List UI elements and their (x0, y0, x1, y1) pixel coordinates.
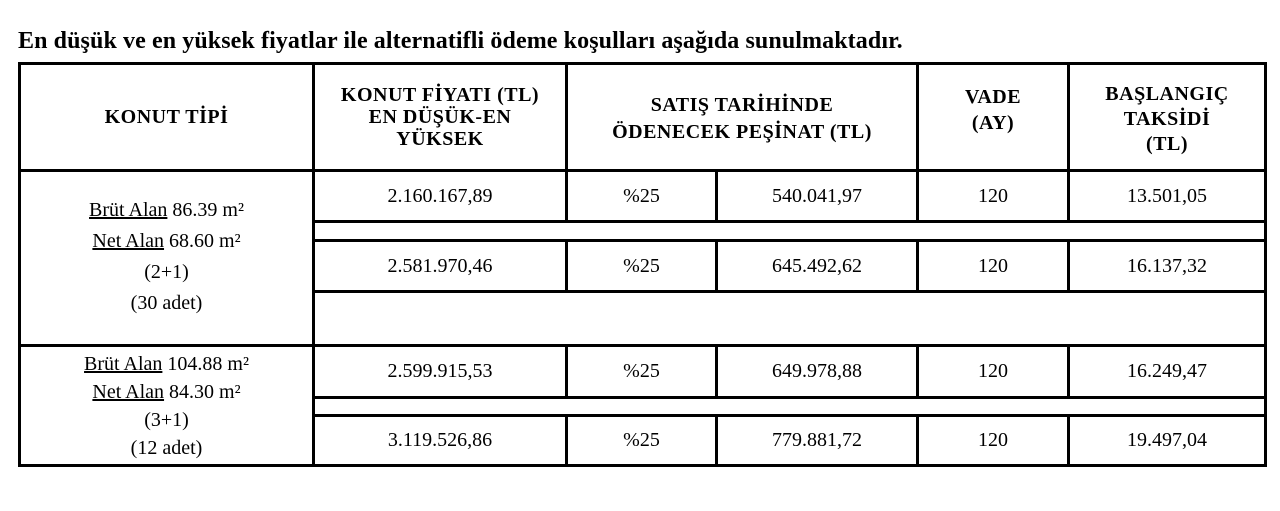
unit-count: (30 adet) (130, 292, 203, 314)
net-alan-label: Net Alan (92, 230, 165, 252)
pesinat-cell: 649.978,88 (772, 360, 862, 382)
header-pesinat (568, 69, 916, 169)
vade-cell: 120 (978, 429, 1008, 451)
taksit-cell: 19.497,04 (1127, 429, 1207, 451)
row-divider (312, 396, 1264, 399)
header-konut-tipi-label: KONUT TİPİ (104, 106, 229, 128)
price-cell: 2.599.915,53 (387, 360, 493, 382)
pesinat-cell: 645.492,62 (772, 254, 862, 277)
brut-alan (84, 350, 249, 378)
konut-tipi-cell (21, 347, 312, 464)
konut-tipi-cell (21, 192, 312, 322)
header-taksit-line2: TAKSİDİ (1123, 107, 1211, 130)
header-pesinat-line1: SATIŞ TARİHİNDE (650, 94, 834, 116)
brut-alan-label: Brüt Alan (84, 352, 163, 375)
room-count: (2+1) (144, 261, 189, 283)
net-alan (92, 226, 240, 257)
header-fiyat-line1: KONUT FİYATI (TL) (340, 84, 540, 106)
percent-cell: %25 (623, 360, 660, 382)
pesinat-cell: 540.041,97 (772, 184, 862, 207)
price-cell: 2.160.167,89 (387, 184, 493, 207)
header-vade (919, 65, 1067, 155)
header-konut-fiyati (315, 65, 565, 169)
taksit-cell: 16.249,47 (1127, 360, 1207, 382)
price-cell: 2.581.970,46 (387, 254, 493, 277)
vade-cell: 120 (978, 360, 1008, 382)
net-alan-label: Net Alan (92, 380, 165, 403)
vade-cell: 120 (978, 254, 1008, 277)
row-divider (312, 220, 1264, 223)
header-taksit-line3: (TL) (1146, 132, 1188, 155)
unit-count: (12 adet) (130, 436, 203, 459)
percent-cell: %25 (623, 254, 660, 277)
header-fiyat-line2: EN DÜŞÜK-EN (368, 106, 512, 128)
brut-alan-value: 86.39 m² (167, 199, 244, 221)
price-cell: 3.119.526,86 (387, 429, 493, 451)
vade-cell: 120 (978, 184, 1008, 207)
brut-alan-label: Brüt Alan (89, 199, 168, 221)
brut-alan-value: 104.88 m² (162, 352, 249, 375)
brut-alan (89, 195, 244, 226)
percent-cell: %25 (623, 184, 660, 207)
room-count: (3+1) (144, 408, 189, 431)
net-alan (92, 378, 240, 406)
header-vade-line1: VADE (964, 86, 1022, 108)
percent-cell: %25 (623, 429, 660, 451)
net-alan-value: 84.30 m² (164, 380, 241, 403)
header-taksit-line1: BAŞLANGIÇ (1105, 82, 1229, 105)
page-heading: En düşük ve en yüksek fiyatlar ile alternatifli ödeme koşulları aşağıda sunulmaktadır. (18, 28, 903, 54)
header-baslangic-taksidi (1070, 69, 1264, 169)
header-fiyat-line3: YÜKSEK (396, 128, 484, 150)
row-divider (312, 290, 1264, 293)
taksit-cell: 13.501,05 (1127, 184, 1207, 207)
taksit-cell: 16.137,32 (1127, 254, 1207, 277)
header-konut-tipi (21, 65, 312, 169)
price-table (18, 62, 1267, 467)
net-alan-value: 68.60 m² (164, 230, 241, 252)
header-pesinat-line2: ÖDENECEK PEŞİNAT (TL) (612, 121, 872, 143)
header-vade-line2: (AY) (971, 112, 1015, 134)
pesinat-cell: 779.881,72 (772, 429, 862, 451)
